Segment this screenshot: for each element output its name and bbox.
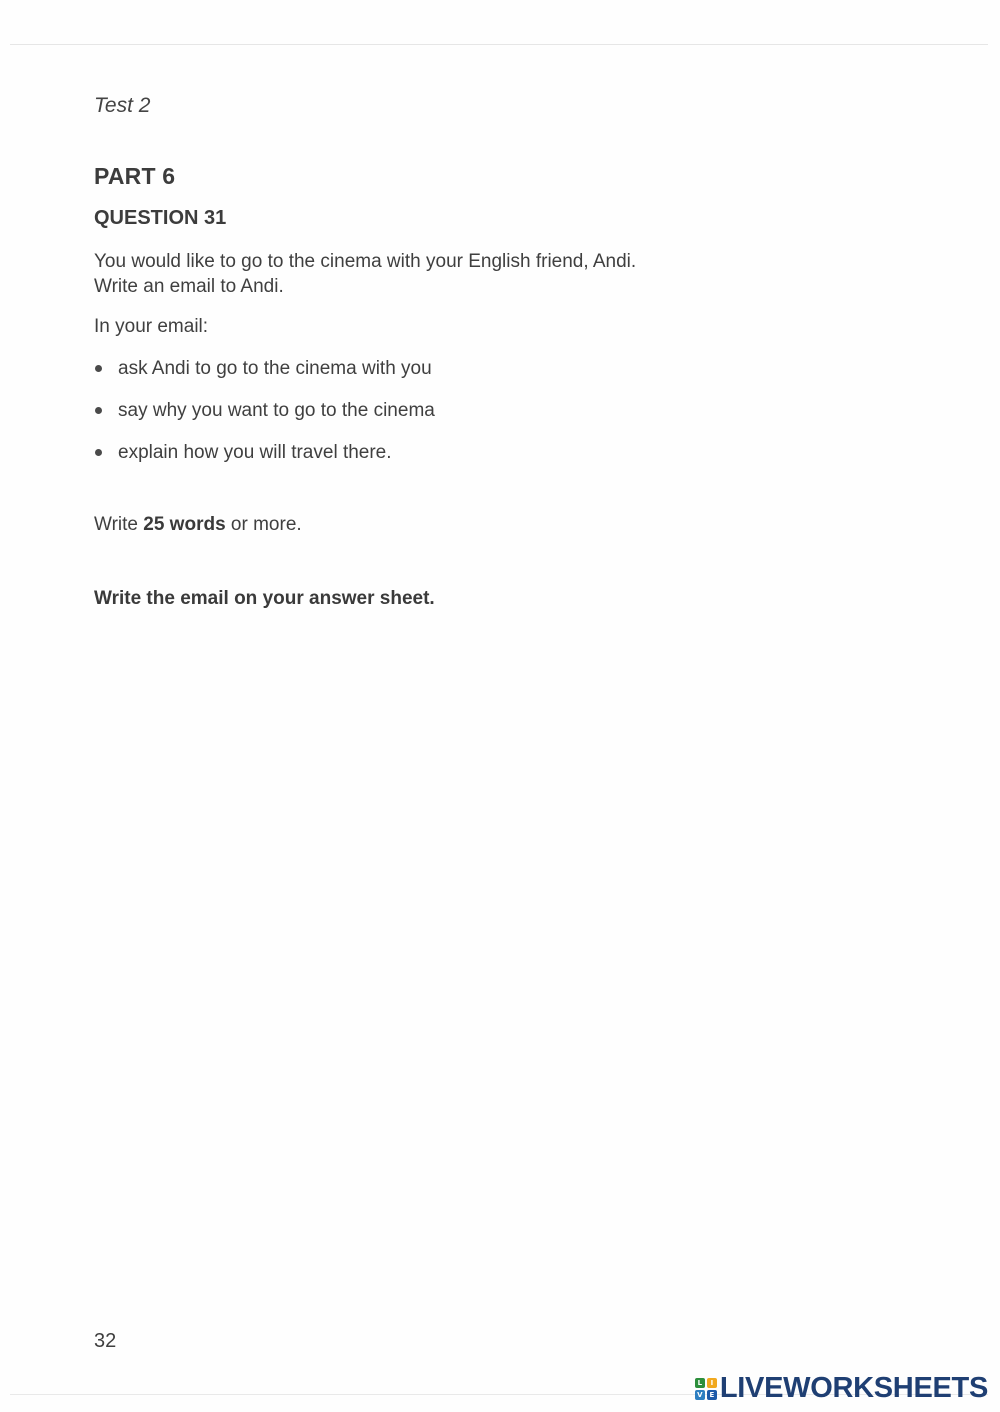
task-bullet-list: [94, 357, 435, 483]
intro-line-1: You would like to go to the cinema with your English friend, Andi.: [94, 251, 637, 272]
word-limit: [94, 514, 302, 536]
task-intro: [94, 249, 636, 299]
word-limit-after: or more.: [225, 514, 302, 535]
bullet-text: say why you want to go to the cinema: [118, 400, 435, 421]
bullet-icon: [95, 449, 102, 456]
page-number: 32: [94, 1330, 117, 1352]
liveworksheets-wordmark: LIVEWORKSHEETS: [719, 1372, 988, 1404]
liveworksheets-logo: [695, 1372, 988, 1405]
answer-sheet-instruction: Write the email on your answer sheet.: [94, 588, 435, 609]
running-head: Test 2: [94, 94, 151, 117]
bullet-icon: [95, 365, 102, 372]
question-heading: QUESTION 31: [94, 207, 227, 229]
list-item: [94, 357, 435, 399]
part-heading: PART 6: [94, 163, 176, 189]
task-lead: In your email:: [94, 316, 209, 337]
bullet-text: explain how you will travel there.: [118, 442, 392, 463]
list-item: [94, 441, 435, 483]
liveworksheets-logo-icon: L I V E: [695, 1378, 717, 1400]
bullet-icon: [95, 407, 102, 414]
bullet-text: ask Andi to go to the cinema with you: [118, 358, 432, 379]
list-item: [94, 399, 435, 441]
word-limit-before: Write: [94, 514, 144, 535]
intro-line-2: Write an email to Andi.: [94, 276, 284, 297]
word-limit-count: 25 words: [143, 514, 226, 535]
top-rule: [10, 44, 988, 45]
